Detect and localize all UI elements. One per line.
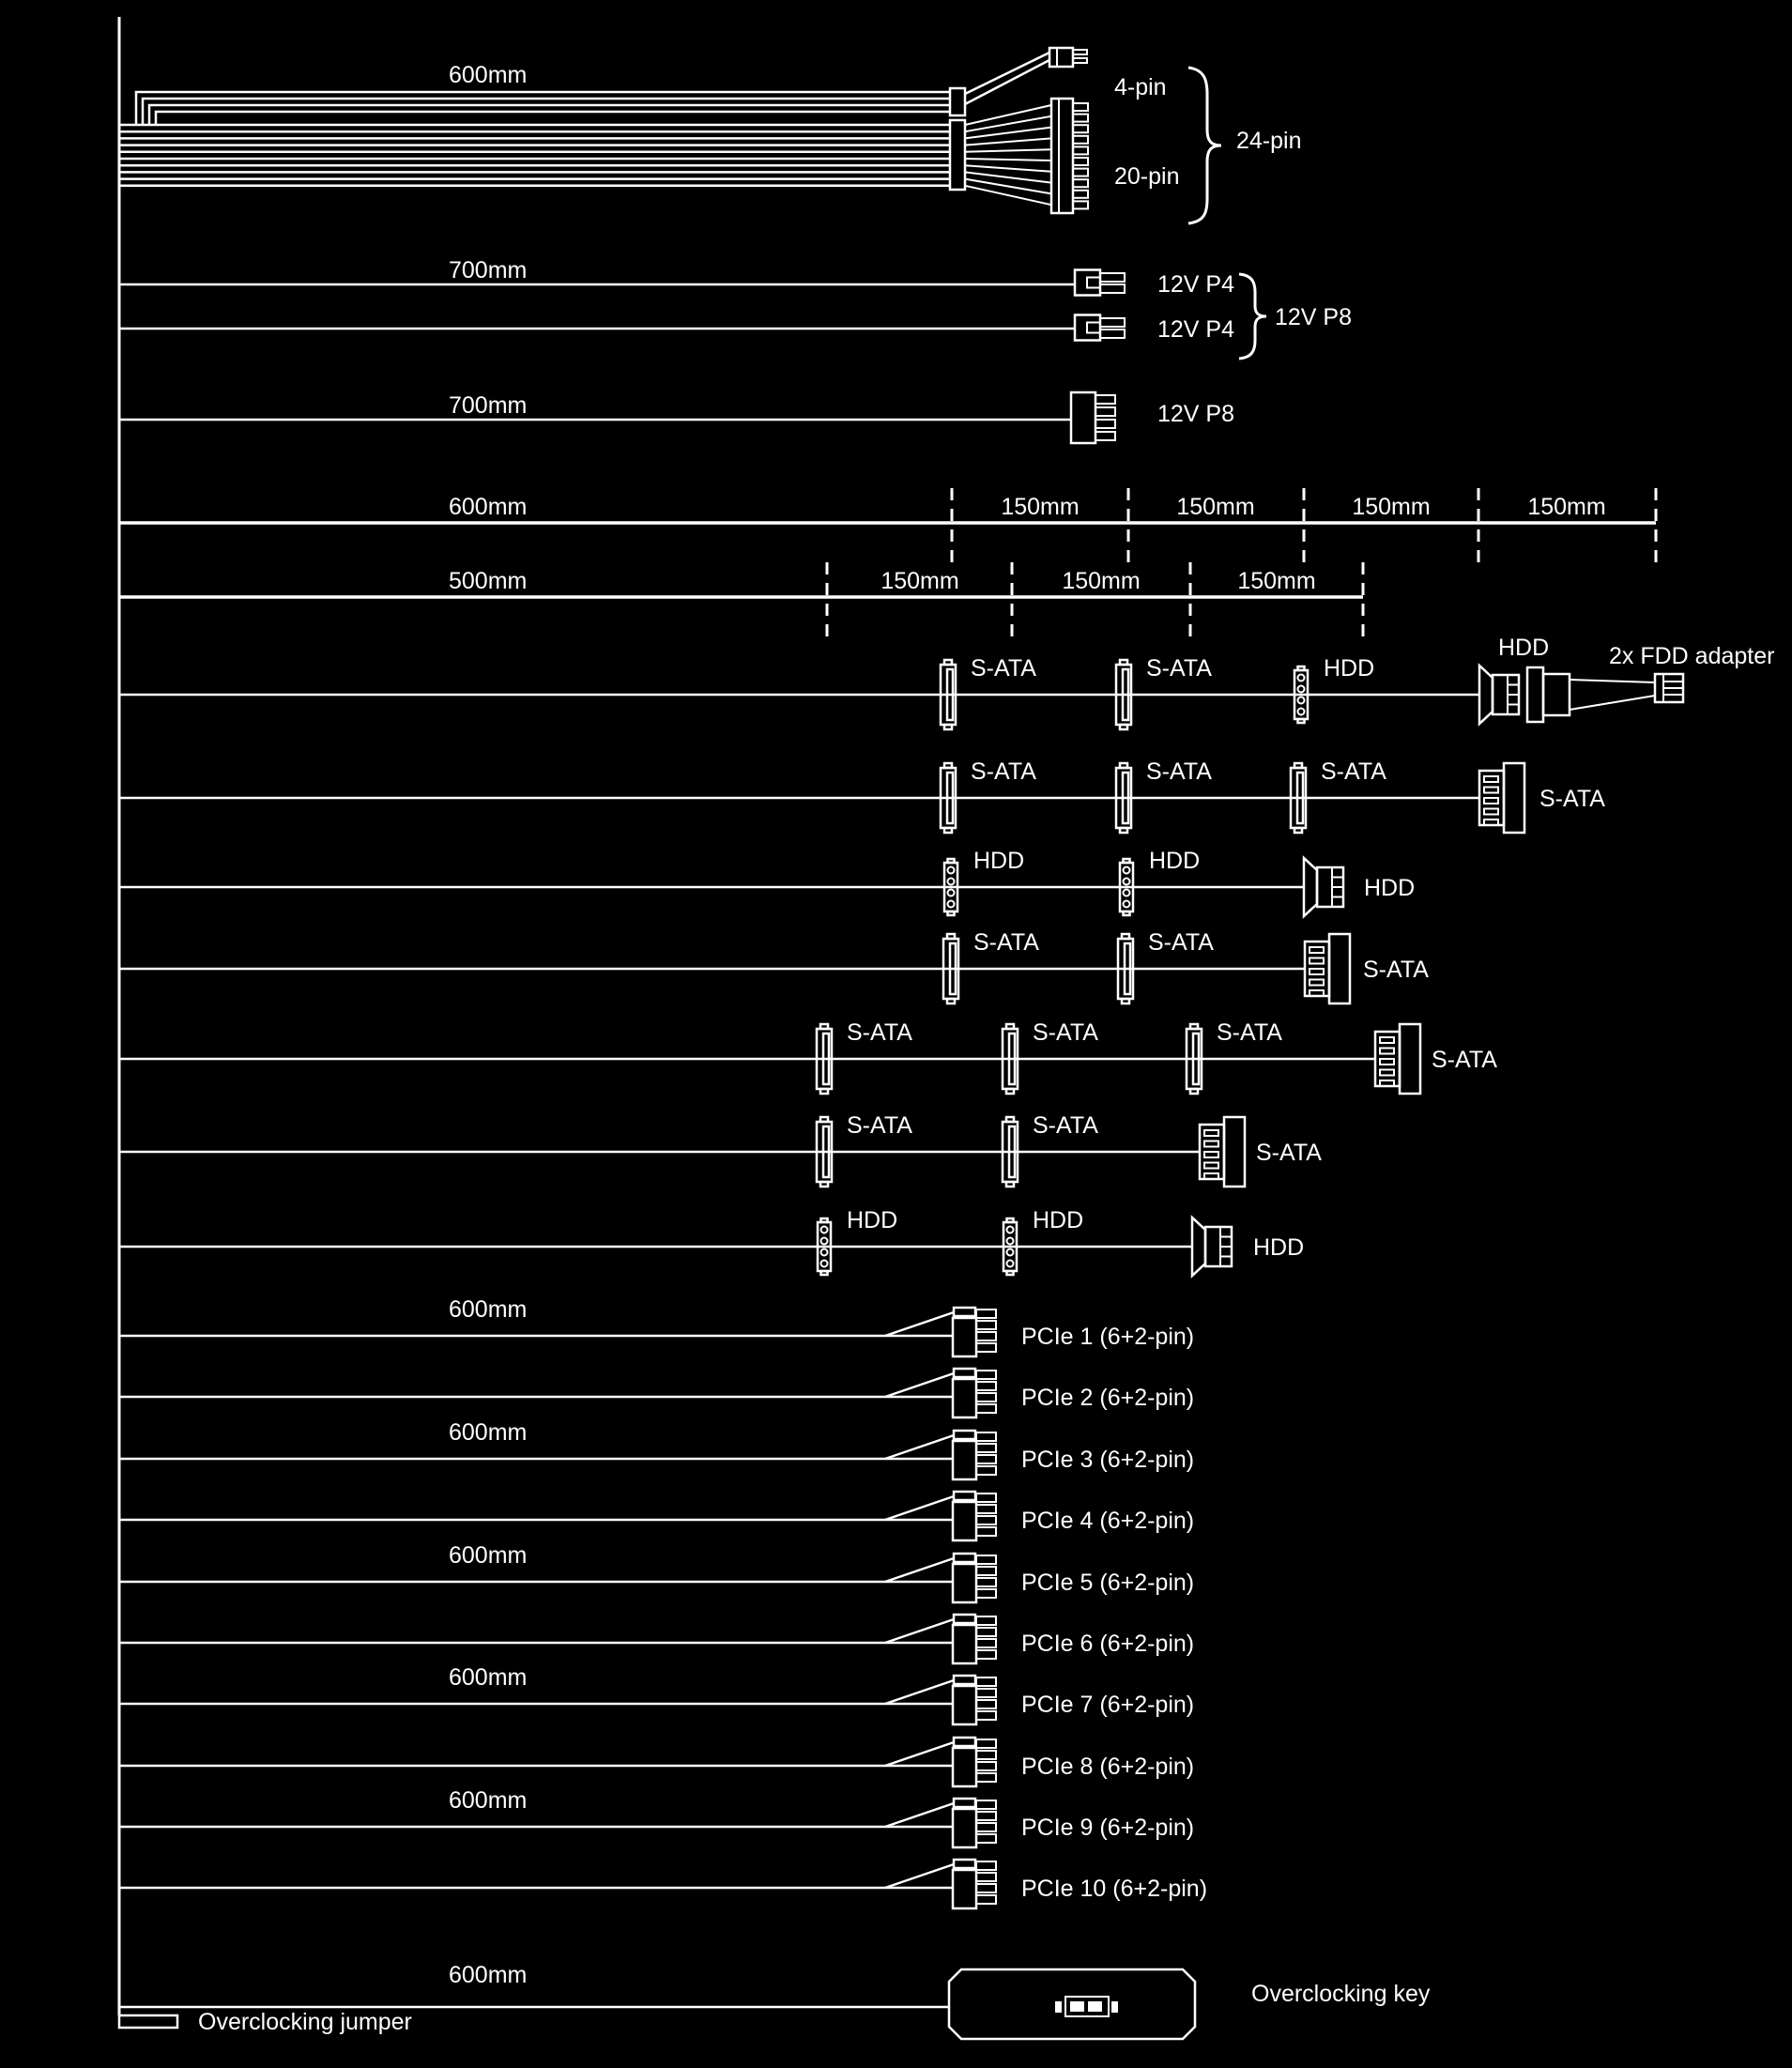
pcie-tooth: [976, 1823, 996, 1831]
pcie-tooth: [976, 1895, 996, 1904]
connector-label: 12V P8: [1157, 401, 1235, 427]
pin-hole: [1298, 709, 1305, 715]
pcie-tooth: [976, 1650, 996, 1659]
atx-4pin-connector: [1049, 48, 1087, 67]
tooth: [1073, 191, 1088, 198]
connector-label: S-ATA: [971, 655, 1036, 682]
connector-label: S-ATA: [1033, 1112, 1098, 1139]
pcie-tooth: [976, 1639, 996, 1647]
sata-slot: [1380, 1070, 1394, 1076]
pin-hole: [948, 890, 955, 896]
pcie-row: [119, 1860, 1207, 1908]
connector-label: HDD: [973, 848, 1025, 874]
pcie-tooth: [976, 1321, 996, 1329]
pcie-tooth: [976, 1555, 996, 1564]
pin-hole: [1298, 675, 1305, 682]
pcie-tooth: [976, 1578, 996, 1586]
connector-label: 2x FDD adapter: [1609, 643, 1775, 669]
pin-hole: [948, 901, 955, 908]
key-switch-pad: [1088, 2001, 1102, 2012]
pcie-tooth: [976, 1739, 996, 1748]
connector-part: [1224, 1117, 1245, 1187]
pcie-6pin-body: [953, 1870, 976, 1908]
branch-wire: [885, 1373, 954, 1397]
p4-tooth: [1100, 273, 1125, 282]
pcie-connector: [953, 1799, 996, 1847]
connector-part: [1006, 1182, 1014, 1187]
pcie-row: [119, 1615, 1194, 1663]
pcie-label: PCIe 1 (6+2-pin): [1021, 1324, 1195, 1350]
pcie-tooth: [976, 1751, 996, 1759]
pin-hole: [1124, 890, 1130, 896]
connector-part: [948, 911, 955, 915]
connector-label: HDD: [847, 1207, 898, 1233]
length-label: 600mm: [449, 1664, 528, 1691]
pcie-2pin-part: [954, 1554, 975, 1562]
connector-label: S-ATA: [1539, 786, 1605, 812]
connector-label: HDD: [1033, 1207, 1084, 1233]
length-label: 600mm: [449, 1419, 528, 1446]
key-detail: [1111, 2001, 1118, 2013]
connector-label: S-ATA: [847, 1019, 912, 1046]
pcie-connector: [953, 1492, 996, 1540]
molex-connector: [1304, 858, 1343, 916]
fan-wire: [965, 149, 1051, 152]
pcie-tooth: [976, 1812, 996, 1820]
tooth: [1073, 201, 1088, 208]
sata-slot: [1310, 958, 1324, 964]
sata-slot: [1380, 1049, 1394, 1054]
connector-label: 12V P4: [1157, 271, 1235, 298]
pcie-2pin-part: [954, 1431, 975, 1439]
connector-label: S-ATA: [847, 1112, 912, 1139]
p8-tooth: [1095, 407, 1115, 416]
twenty-four-pin-label: 24-pin: [1236, 128, 1302, 154]
fan-wire: [965, 165, 1051, 172]
sata-slot: [1204, 1152, 1218, 1157]
molex-connector: [1479, 666, 1519, 724]
pin-hole: [1007, 1261, 1014, 1267]
pcie-label: PCIe 3 (6+2-pin): [1021, 1447, 1195, 1473]
connector-label: S-ATA: [1033, 1019, 1098, 1046]
peripheral-row: [119, 1019, 1497, 1094]
connector-part: [1120, 828, 1127, 833]
segment-length-label: 150mm: [881, 568, 959, 594]
sata-slot: [1380, 1080, 1394, 1086]
length-label: 500mm: [449, 568, 528, 594]
pcie-connector: [953, 1369, 996, 1417]
connector-part: [1190, 1089, 1198, 1094]
molex-flare: [1304, 858, 1317, 916]
peripheral-row: [119, 1207, 1304, 1276]
pcie-6pin-body: [953, 1441, 976, 1479]
connector-label: S-ATA: [1217, 1019, 1282, 1046]
pcie-2pin-part: [954, 1676, 975, 1684]
sata-slot: [1484, 776, 1498, 782]
pcie-tooth: [976, 1861, 996, 1870]
pcie-row: [119, 1738, 1194, 1786]
tooth: [1073, 158, 1088, 165]
pcie-tooth: [976, 1873, 996, 1881]
branch-wire: [965, 53, 1049, 94]
pin-hole: [948, 879, 955, 885]
key-switch-pad: [1070, 2001, 1084, 2012]
length-label: 600mm: [449, 494, 528, 520]
sata-slot: [1204, 1163, 1218, 1169]
connector-part: [1006, 1089, 1014, 1094]
measure-row: [119, 562, 1363, 636]
pcie-tooth: [976, 1505, 996, 1513]
four-pin-label: 4-pin: [1114, 74, 1167, 100]
sata-slot: [1484, 798, 1498, 804]
sata-end-connector: [1200, 1117, 1245, 1187]
connector-part: [1049, 48, 1073, 67]
adapter-wire: [1570, 680, 1655, 682]
connector-label: S-ATA: [971, 758, 1036, 785]
connector-label: Overclocking jumper: [198, 2009, 412, 2035]
sata-slot: [1204, 1141, 1218, 1147]
connector-part: [944, 725, 952, 729]
pcie-tooth: [976, 1432, 996, 1441]
segment-length-label: 150mm: [1527, 494, 1606, 520]
length-label: 700mm: [449, 392, 528, 419]
segment-length-label: 150mm: [1001, 494, 1080, 520]
p4-tooth: [1100, 329, 1125, 338]
sata-slot: [1380, 1037, 1394, 1043]
tooth: [1073, 136, 1088, 144]
branch-wire: [885, 1558, 954, 1582]
pcie-2pin-part: [954, 1860, 975, 1868]
p8-connector: [1071, 392, 1115, 443]
pin-hole: [1124, 867, 1130, 874]
pcie-tooth: [976, 1455, 996, 1463]
pin-hole: [1124, 879, 1130, 885]
tooth: [1073, 103, 1088, 111]
pin-hole: [1124, 901, 1130, 908]
pcie-row: [119, 1542, 1194, 1602]
pcie-tooth: [976, 1677, 996, 1686]
p8-tooth: [1095, 432, 1115, 440]
pcie-2pin-part: [954, 1369, 975, 1377]
pcie-tooth: [976, 1404, 996, 1413]
pcie-6pin-body: [953, 1564, 976, 1602]
overclocking-jumper-row: [119, 2009, 412, 2035]
pcie-6pin-body: [953, 1379, 976, 1417]
sata-end-connector: [1305, 934, 1350, 1003]
connector-part: [820, 1182, 828, 1187]
molex-connector: [1192, 1218, 1232, 1276]
peripheral-row: [119, 1112, 1322, 1187]
pcie-tooth: [976, 1527, 996, 1536]
sata-slot: [1484, 809, 1498, 815]
pcie-tooth: [976, 1589, 996, 1598]
branch-wire: [965, 60, 1049, 104]
peripheral-row: [119, 929, 1429, 1003]
connector-part: [1120, 725, 1127, 729]
sata-end-connector: [1375, 1024, 1420, 1094]
length-label: 600mm: [449, 1542, 528, 1569]
pcie-tooth: [976, 1711, 996, 1720]
segment-length-label: 150mm: [1352, 494, 1431, 520]
pcie-tooth: [976, 1332, 996, 1340]
pin-hole: [1007, 1227, 1014, 1233]
pcie-tooth: [976, 1466, 996, 1475]
bundle-wire-folded: [156, 112, 950, 125]
tooth: [1073, 58, 1087, 63]
connector-label: HDD: [1324, 655, 1375, 682]
measure-row: [119, 488, 1656, 562]
pin-hole: [821, 1238, 828, 1245]
pcie-tooth: [976, 1494, 996, 1502]
pcie-row: [119, 1296, 1194, 1356]
length-label: 600mm: [449, 62, 528, 88]
cable-comb: [950, 88, 965, 115]
fdd-connector: [1655, 674, 1683, 702]
pcie-6pin-body: [953, 1748, 976, 1786]
pcie-row: [119, 1492, 1194, 1540]
pcie-6pin-body: [953, 1686, 976, 1724]
pin-hole: [821, 1227, 828, 1233]
p4-connector: [1075, 315, 1125, 341]
connector-part: [947, 999, 955, 1003]
sata-slot: [1310, 990, 1324, 996]
connector-label: HDD: [1149, 848, 1201, 874]
sata-slot: [1204, 1130, 1218, 1136]
pcie-connector: [953, 1615, 996, 1663]
pcie-label: PCIe 6 (6+2-pin): [1021, 1631, 1195, 1657]
pcie-row: [119, 1664, 1194, 1724]
pcie-connector: [953, 1431, 996, 1479]
fan-wire: [965, 138, 1051, 145]
pcie-connector: [953, 1860, 996, 1908]
pin-hole: [1298, 697, 1305, 704]
pcie-tooth: [976, 1616, 996, 1625]
sata-slot: [1310, 947, 1324, 953]
pcie-tooth: [976, 1628, 996, 1636]
pcie-label: PCIe 10 (6+2-pin): [1021, 1876, 1208, 1902]
length-label: 600mm: [449, 1962, 528, 1988]
sata-end-connector: [1479, 763, 1524, 833]
sata-slot: [1484, 788, 1498, 793]
fdd-adapter-plug: [1527, 667, 1543, 722]
brace-label: 12V P8: [1275, 304, 1353, 330]
overclocking-key: [949, 1969, 1195, 2039]
fdd-adapter: [1527, 667, 1655, 722]
pcie-6pin-body: [953, 1809, 976, 1847]
eps-cable-group: [119, 257, 1352, 443]
connector-part: [1051, 99, 1073, 213]
pcie-tooth: [976, 1762, 996, 1770]
p8-tooth: [1095, 395, 1115, 404]
pcie-2pin-part: [954, 1738, 975, 1746]
connector-label: S-ATA: [1146, 655, 1212, 682]
pcie-tooth: [976, 1773, 996, 1782]
pcie-label: PCIe 5 (6+2-pin): [1021, 1570, 1195, 1596]
connector-label: S-ATA: [1432, 1047, 1497, 1073]
pcie-label: PCIe 2 (6+2-pin): [1021, 1385, 1195, 1411]
connector-part: [1329, 934, 1350, 1003]
sata-slot: [1204, 1173, 1218, 1179]
branch-wire: [885, 1742, 954, 1766]
pin-hole: [1298, 686, 1305, 693]
bundle-wire-folded: [149, 105, 950, 125]
length-label: 600mm: [449, 1787, 528, 1814]
pcie-tooth: [976, 1393, 996, 1402]
connector-label: HDD: [1364, 875, 1416, 901]
segment-length-label: 150mm: [1062, 568, 1141, 594]
tooth: [1073, 50, 1087, 54]
pcie-tooth: [976, 1444, 996, 1452]
branch-wire: [885, 1803, 954, 1827]
connector-part: [1298, 719, 1305, 723]
pcie-6pin-body: [953, 1502, 976, 1540]
segment-length-label: 150mm: [1237, 568, 1316, 594]
connector-label: S-ATA: [973, 929, 1039, 956]
connector-label: Overclocking key: [1251, 1981, 1431, 2007]
pcie-tooth: [976, 1700, 996, 1708]
tooth: [1073, 169, 1088, 176]
pcie-connector: [953, 1738, 996, 1786]
brace-12vp8: [1239, 274, 1266, 359]
pcie-tooth: [976, 1800, 996, 1809]
p4-tooth: [1100, 318, 1125, 327]
fan-wire: [965, 186, 1051, 205]
sata-slot: [1310, 980, 1324, 986]
pcie-2pin-part: [954, 1799, 975, 1807]
p8-tooth: [1095, 420, 1115, 428]
pcie-label: PCIe 8 (6+2-pin): [1021, 1754, 1195, 1780]
connector-part: [820, 1089, 828, 1094]
pcie-tooth: [976, 1343, 996, 1352]
connector-label: 12V P4: [1157, 316, 1235, 343]
pin-hole: [948, 867, 955, 874]
branch-wire: [885, 1435, 954, 1459]
pcie-label: PCIe 7 (6+2-pin): [1021, 1692, 1195, 1718]
p4-connector: [1075, 270, 1125, 296]
pcie-row: [119, 1787, 1194, 1847]
pcie-2pin-part: [954, 1308, 975, 1316]
branch-wire: [885, 1619, 954, 1643]
pcie-label: PCIe 9 (6+2-pin): [1021, 1815, 1195, 1841]
fan-wire: [965, 105, 1051, 125]
connector-label: S-ATA: [1321, 758, 1386, 785]
p4-tooth: [1100, 284, 1125, 293]
connector-part: [1007, 1271, 1014, 1275]
connector-part: [821, 1271, 828, 1275]
connector-part: [1294, 828, 1302, 833]
tooth: [1073, 146, 1088, 154]
branch-wire: [885, 1680, 954, 1704]
connector-label: S-ATA: [1146, 758, 1212, 785]
pcie-tooth: [976, 1567, 996, 1575]
connector-label: HDD: [1498, 635, 1550, 661]
pcie-2pin-part: [954, 1615, 975, 1623]
length-label: 700mm: [449, 257, 528, 283]
connector-label: S-ATA: [1148, 929, 1214, 956]
p4-notch: [1087, 278, 1100, 288]
p4-notch: [1087, 323, 1100, 333]
bundle-wire-folded: [136, 92, 950, 125]
branch-wire: [885, 1312, 954, 1336]
pcie-label: PCIe 4 (6+2-pin): [1021, 1508, 1195, 1534]
pcie-row: [119, 1419, 1194, 1479]
twenty-pin-label: 20-pin: [1114, 163, 1180, 190]
adapter-wire: [1570, 696, 1655, 710]
connector-label: S-ATA: [1363, 957, 1429, 983]
pcie-tooth: [976, 1371, 996, 1379]
brace-24pin: [1188, 68, 1221, 223]
molex-flare: [1479, 666, 1493, 724]
peripheral-row: [119, 848, 1415, 916]
pcie-tooth: [976, 1310, 996, 1318]
fdd-adapter-body: [1543, 674, 1570, 715]
branch-wire: [885, 1864, 954, 1888]
overclocking-jumper: [119, 2015, 177, 2028]
pin-hole: [1007, 1238, 1014, 1245]
sata-slot: [1310, 969, 1324, 974]
length-label: 600mm: [449, 1296, 528, 1323]
tooth: [1073, 179, 1088, 187]
connector-label: HDD: [1253, 1234, 1305, 1261]
key-detail: [1055, 2001, 1062, 2013]
cable-comb: [950, 120, 965, 190]
pcie-tooth: [976, 1516, 996, 1524]
sata-slot: [1484, 820, 1498, 825]
pin-hole: [821, 1249, 828, 1256]
pcie-6pin-body: [953, 1318, 976, 1356]
connector-label: S-ATA: [1256, 1140, 1322, 1166]
pcie-2pin-part: [954, 1492, 975, 1500]
pcie-tooth: [976, 1689, 996, 1697]
pcie-6pin-body: [953, 1625, 976, 1663]
connector-part: [1122, 999, 1129, 1003]
branch-wire: [885, 1496, 954, 1520]
molex-flare: [1192, 1218, 1205, 1276]
pin-hole: [821, 1261, 828, 1267]
atx-cable-group: [119, 48, 1302, 223]
connector-part: [1124, 911, 1130, 915]
pcie-tooth: [976, 1834, 996, 1843]
pcie-row: [119, 1369, 1194, 1417]
connector-part: [1071, 392, 1095, 443]
connector-part: [1400, 1024, 1420, 1094]
pcie-connector: [953, 1676, 996, 1724]
pcie-tooth: [976, 1884, 996, 1892]
tooth: [1073, 115, 1088, 122]
pcie-connector: [953, 1554, 996, 1602]
pin-hole: [1007, 1249, 1014, 1256]
sata-slot: [1380, 1059, 1394, 1065]
pcie-connector: [953, 1308, 996, 1356]
peripheral-row: [119, 635, 1774, 729]
peripheral-row: [119, 758, 1605, 833]
connector-part: [1504, 763, 1524, 833]
segment-length-label: 150mm: [1176, 494, 1255, 520]
tooth: [1073, 125, 1088, 132]
fan-wire: [965, 159, 1051, 161]
connector-part: [944, 828, 952, 833]
atx-20pin-connector: [1051, 99, 1088, 213]
pcie-tooth: [976, 1382, 996, 1390]
